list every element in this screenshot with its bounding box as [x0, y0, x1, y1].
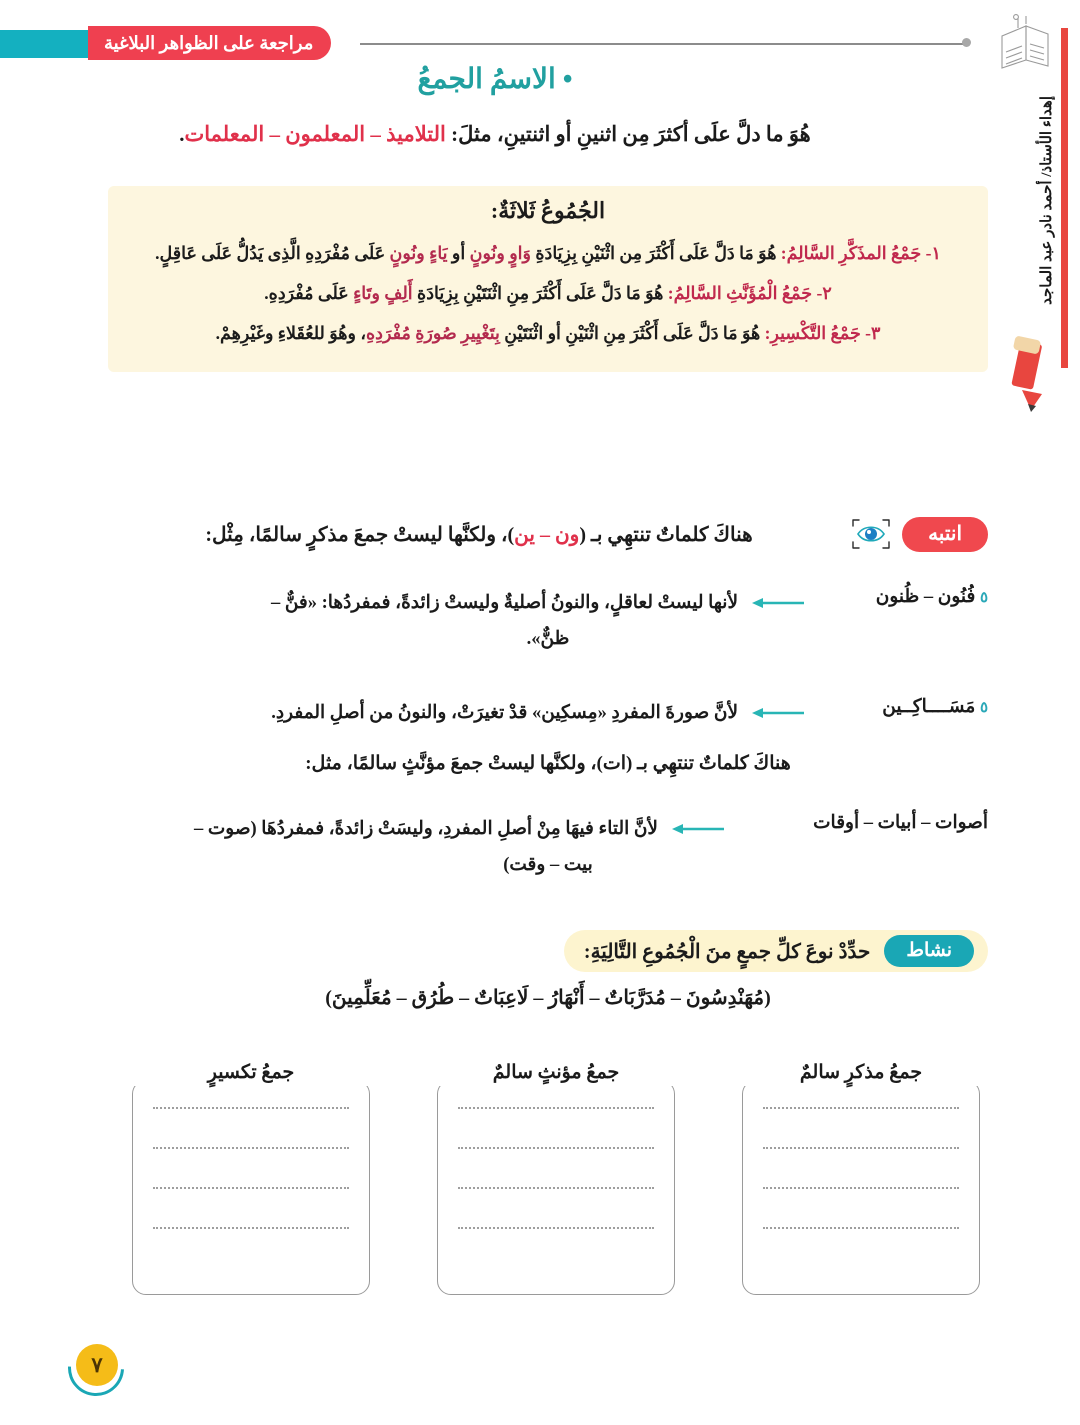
- note-reason: لأنَّ التاء فيهَا مِنْ أصلِ المفردِ، وليسَتْ زائدةً، فمفردُهَا (صوت –: [193, 819, 658, 839]
- answer-line[interactable]: [763, 1147, 959, 1149]
- note-word-text: أصوات – أبيات – أوقات: [813, 813, 988, 833]
- attention-heading-b: )، ولكنَّها ليستْ جمعَ مذكرٍ سالمًا، مِثْل:: [205, 523, 515, 546]
- answer-line[interactable]: [458, 1107, 654, 1109]
- page-number-value: ٧: [76, 1344, 118, 1386]
- rule-term: جَمْعُ الْمُؤَنَّثِ السَّالِمُ: [673, 283, 813, 304]
- rule-item: [126, 276, 970, 310]
- definition-suffix: .: [179, 122, 185, 146]
- attention-heading-a: هناكَ كلماتٌ تنتهِي بـ (: [579, 523, 753, 546]
- attention-note: [108, 696, 988, 730]
- answer-column-label: جمعُ تكسيرٍ: [132, 1061, 370, 1086]
- definition-prefix: هُوَ ما دلَّ علَى أكثرَ مِن اثنينِ أو اثنتينِ، مثلَ:: [445, 122, 811, 146]
- note-word-text: مَسَــــاكِــين: [882, 697, 976, 717]
- attention-note: [108, 586, 988, 656]
- attention-heading: [108, 522, 840, 547]
- rule-colon: :: [764, 323, 771, 344]
- rule-highlight-a: بِتَغْيِيرِ صُورَةِ مُفْرَدِهِ: [365, 323, 500, 344]
- rule-number: ٣-: [865, 323, 881, 344]
- answer-line[interactable]: [153, 1107, 349, 1109]
- note-word: [818, 696, 988, 718]
- arrow-left-icon: [750, 586, 806, 616]
- page-header: [0, 26, 1000, 60]
- header-rule-line: [360, 43, 968, 45]
- rule-text-a: هُوَ مَا دَلَّ عَلَى أَكْثَرَ مِنِ اثْنَتَيْنِ بِزِيَادَةِ: [412, 283, 668, 304]
- note-reason-continued: بيت – وقت): [503, 855, 593, 876]
- right-sidebar: [990, 0, 1080, 430]
- plural-types-box: [108, 186, 988, 372]
- rule-term: جَمْعُ المذَكَّرِ السَّالِمُ: [786, 243, 922, 263]
- answer-input-box[interactable]: [742, 1080, 980, 1295]
- answer-line[interactable]: [153, 1147, 349, 1149]
- rule-term: جَمْعُ التَّكْسِيرِ: [770, 323, 861, 344]
- answer-boxes-area: [132, 1062, 980, 1297]
- activity-badge: نشاط: [884, 935, 974, 967]
- answer-input-box[interactable]: [437, 1080, 675, 1295]
- note-word-text: فُنُون – ظُنون: [875, 587, 976, 607]
- answer-line[interactable]: [458, 1187, 654, 1189]
- pencil-icon: [1002, 336, 1058, 414]
- answer-line[interactable]: [153, 1187, 349, 1189]
- answer-column-label: جمعُ مؤنثٍ سالمٌ: [437, 1061, 675, 1086]
- activity-instruction: حدِّدْ نوعَ كلِّ جمعٍ منَ الْجُمُوعِ التَّالِيَةِ:: [583, 940, 871, 963]
- note-reason: لأنها ليستْ لعاقلٍ، والنونُ أصليةٌ وليستْ زائدةً، فمفردُها: «فنٌّ –: [270, 593, 738, 613]
- answer-line[interactable]: [458, 1147, 654, 1149]
- attention-heading-2: هناكَ كلماتٌ تنتهِي بـ (ات)، ولكنَّها ليستْ جمعَ مؤنَّثٍ سالمًا، مثل:: [305, 753, 791, 774]
- page-number: [68, 1340, 120, 1392]
- answer-line[interactable]: [458, 1227, 654, 1229]
- rule-colon: :: [667, 283, 674, 304]
- answer-input-box[interactable]: [132, 1080, 370, 1295]
- rule-text-a: هُوَ مَا دَلَّ عَلَى أَكْثَرَ مِنِ اثْنَيْنِ أو اثْنَتَيْنِ: [499, 323, 765, 344]
- eye-scan-icon: [850, 517, 892, 551]
- rule-highlight-a: أَلِفٍ وتَاءٍ: [353, 283, 413, 304]
- rule-text-b: ، وهُوَ للعُقَلاءِ وغَيْرِهِمْ.: [215, 323, 366, 344]
- answer-line[interactable]: [763, 1187, 959, 1189]
- header-end-dot: [962, 38, 971, 47]
- answer-line[interactable]: [153, 1227, 349, 1229]
- rule-item: [126, 316, 970, 350]
- answer-line[interactable]: [763, 1107, 959, 1109]
- activity-word-list: (مُهَنْدِسُونَ – مُدَرَّبَاتٌ – أَنْهَارُ – لَاعِبَاتٌ – طُرُق – مُعَلِّمِينَ): [325, 987, 771, 1009]
- lesson-definition: [0, 122, 990, 147]
- rule-text-a: هُوَ مَا دَلَّ عَلَى أَكْثَرَ مِن اثْنَيْنِ بِزِيَادَةِ: [530, 243, 781, 263]
- answer-column: [132, 1062, 370, 1297]
- note-bullet-marker: ٥: [979, 700, 988, 716]
- note-bullet-marker: ٥: [979, 590, 988, 606]
- answer-column-label: جمعُ مذكرٍ سالمٌ: [742, 1061, 980, 1086]
- note-word: [738, 812, 988, 834]
- answer-line[interactable]: [763, 1227, 959, 1229]
- sidebar-credit-text: إهداء الأستاذ/ أحمد نادر عبد الماجد: [1039, 96, 1055, 305]
- attention-row: [108, 512, 988, 556]
- open-book-sketch-icon: [996, 14, 1054, 92]
- rule-highlight-b: يَاءٍ ونُونٍ: [389, 243, 448, 263]
- arrow-left-icon: [670, 812, 726, 842]
- note-reason-continued: ظنٌّ».: [526, 629, 570, 650]
- rule-text-b: عَلَى مُفْرَدِهِ.: [264, 283, 354, 304]
- rule-text-b: أو: [447, 243, 470, 263]
- header-section-tab: مراجعة على الظواهر البلاغية: [88, 26, 331, 60]
- rule-highlight-a: وَاوٍ ونُونٍ: [469, 243, 531, 263]
- definition-examples: التلاميذ – المعلمون – المعلمات: [184, 122, 446, 146]
- note-reason: لأنَّ صورةَ المفردِ «مِسكِين» قدْ تغيرَتْ، والنونُ من أصلِ المفردِ.: [271, 703, 738, 723]
- lesson-title: • الاسمُ الجمعُ: [417, 64, 573, 95]
- sidebar-red-bar: [1061, 28, 1068, 368]
- header-teal-block: [0, 30, 92, 58]
- answer-column: [742, 1062, 980, 1297]
- activity-row: [108, 930, 988, 972]
- rules-box-title: الجُمُوعُ ثَلاثَةٌ:: [490, 198, 606, 223]
- attention-note: [108, 812, 988, 882]
- rule-item: [126, 236, 970, 270]
- answer-column: [437, 1062, 675, 1297]
- attention-heading-suffixes: ون – ين: [514, 523, 580, 546]
- rule-number: ١-: [925, 243, 941, 263]
- rule-colon: :: [780, 243, 787, 263]
- attention-badge: انتبه: [902, 517, 988, 552]
- note-word: [818, 586, 988, 608]
- activity-pill-wrapper: [564, 930, 988, 972]
- rule-text-c: عَلَى مُفْرَدِهِ الَّذِى يَدُلُّ عَلَى عَاقِلٍ.: [155, 243, 390, 263]
- rule-number: ٢-: [816, 283, 832, 304]
- arrow-left-icon: [750, 696, 806, 726]
